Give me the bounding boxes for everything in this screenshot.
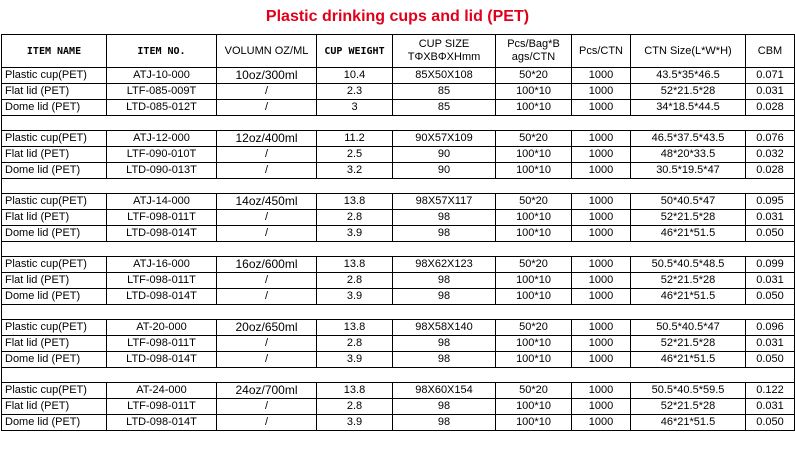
- cell-cbm: 0.050: [746, 352, 795, 368]
- cell-pcs-bag: 100*10: [496, 226, 572, 242]
- cell-item-name: Flat lid (PET): [2, 336, 107, 352]
- cell-volumn: /: [217, 289, 317, 305]
- table-row: [2, 100, 795, 116]
- cell-item-no: LTD-098-014T: [107, 226, 217, 242]
- group-separator-row: [2, 305, 795, 320]
- cell-ctn-size: 50.5*40.5*59.5: [631, 383, 746, 399]
- cell-cup-size: 98: [393, 289, 496, 305]
- cell-ctn-size: 52*21.5*28: [631, 336, 746, 352]
- cell-cbm: 0.031: [746, 336, 795, 352]
- cell-pcs-ctn: 1000: [572, 147, 631, 163]
- table-row: [2, 289, 795, 305]
- cell-ctn-size: 30.5*19.5*47: [631, 163, 746, 179]
- cell-cup-size: 98: [393, 226, 496, 242]
- cell-volumn: /: [217, 147, 317, 163]
- cell-pcs-bag: 100*10: [496, 336, 572, 352]
- cell-item-no: LTD-098-014T: [107, 415, 217, 431]
- cell-item-name: Flat lid (PET): [2, 399, 107, 415]
- cell-cup-size: 98: [393, 273, 496, 289]
- page-title: Plastic drinking cups and lid (PET): [265, 8, 530, 25]
- cell-volumn: 24oz/700ml: [217, 383, 317, 399]
- cell-volumn: /: [217, 273, 317, 289]
- cell-cup-weight: 3.9: [317, 352, 393, 368]
- cell-cup-weight: 3.9: [317, 415, 393, 431]
- table-row: [2, 147, 795, 163]
- cell-cup-size: 85X50X108: [393, 68, 496, 84]
- cell-cup-weight: 13.8: [317, 257, 393, 273]
- group-separator-row: [2, 368, 795, 383]
- cell-cbm: 0.122: [746, 383, 795, 399]
- cell-pcs-ctn: 1000: [572, 399, 631, 415]
- cell-cup-weight: 2.8: [317, 399, 393, 415]
- cell-cup-size: 85: [393, 84, 496, 100]
- cell-pcs-bag: 100*10: [496, 100, 572, 116]
- cell-cup-weight: 3.9: [317, 226, 393, 242]
- cell-cbm: 0.028: [746, 163, 795, 179]
- cell-cup-size: 98X60X154: [393, 383, 496, 399]
- table-row: [2, 273, 795, 289]
- header-ctn-size: CTN Size(L*W*H): [631, 35, 746, 68]
- cell-ctn-size: 50.5*40.5*48.5: [631, 257, 746, 273]
- table-row: [2, 257, 795, 273]
- cell-cup-weight: 2.5: [317, 147, 393, 163]
- table-row: [2, 226, 795, 242]
- cell-pcs-ctn: 1000: [572, 226, 631, 242]
- table-row: [2, 68, 795, 84]
- cell-item-no: ATJ-14-000: [107, 194, 217, 210]
- cell-pcs-bag: 50*20: [496, 257, 572, 273]
- cell-cup-weight: 3.9: [317, 289, 393, 305]
- cell-item-name: Dome lid (PET): [2, 289, 107, 305]
- group-separator-row: [2, 116, 795, 131]
- cell-cup-weight: 3.2: [317, 163, 393, 179]
- cell-volumn: /: [217, 100, 317, 116]
- cell-cbm: 0.099: [746, 257, 795, 273]
- cell-cbm: 0.031: [746, 399, 795, 415]
- cell-pcs-ctn: 1000: [572, 289, 631, 305]
- cell-pcs-bag: 100*10: [496, 399, 572, 415]
- header-row: [2, 35, 795, 68]
- cell-cup-weight: 3: [317, 100, 393, 116]
- cell-cup-weight: 2.8: [317, 336, 393, 352]
- cell-item-name: Plastic cup(PET): [2, 320, 107, 336]
- cell-ctn-size: 52*21.5*28: [631, 399, 746, 415]
- cell-item-no: LTF-098-011T: [107, 273, 217, 289]
- cell-item-no: ATJ-12-000: [107, 131, 217, 147]
- cell-item-name: Dome lid (PET): [2, 352, 107, 368]
- cell-cup-size: 90: [393, 147, 496, 163]
- separator-cell: [2, 179, 795, 194]
- cell-item-name: Dome lid (PET): [2, 415, 107, 431]
- cell-pcs-ctn: 1000: [572, 336, 631, 352]
- cell-item-no: LTD-085-012T: [107, 100, 217, 116]
- cell-item-no: LTF-085-009T: [107, 84, 217, 100]
- cell-volumn: /: [217, 399, 317, 415]
- cell-ctn-size: 52*21.5*28: [631, 273, 746, 289]
- cell-item-no: LTD-090-013T: [107, 163, 217, 179]
- cell-pcs-ctn: 1000: [572, 194, 631, 210]
- header-pcs-ctn: Pcs/CTN: [572, 35, 631, 68]
- cell-volumn: /: [217, 210, 317, 226]
- cell-volumn: 20oz/650ml: [217, 320, 317, 336]
- cell-item-no: ATJ-16-000: [107, 257, 217, 273]
- cell-item-name: Flat lid (PET): [2, 210, 107, 226]
- cell-cup-weight: 2.3: [317, 84, 393, 100]
- separator-cell: [2, 242, 795, 257]
- table-row: [2, 131, 795, 147]
- cell-item-name: Plastic cup(PET): [2, 131, 107, 147]
- cell-volumn: /: [217, 415, 317, 431]
- cell-pcs-bag: 100*10: [496, 415, 572, 431]
- cell-pcs-bag: 100*10: [496, 163, 572, 179]
- cell-pcs-ctn: 1000: [572, 210, 631, 226]
- cell-volumn: /: [217, 84, 317, 100]
- cell-cbm: 0.032: [746, 147, 795, 163]
- cell-cbm: 0.031: [746, 84, 795, 100]
- table-body: [2, 68, 795, 431]
- table-row: [2, 194, 795, 210]
- table-row: [2, 210, 795, 226]
- cell-cup-weight: 13.8: [317, 320, 393, 336]
- cell-cbm: 0.096: [746, 320, 795, 336]
- cell-pcs-ctn: 1000: [572, 320, 631, 336]
- cell-volumn: 12oz/400ml: [217, 131, 317, 147]
- cell-pcs-bag: 50*20: [496, 131, 572, 147]
- cell-pcs-ctn: 1000: [572, 131, 631, 147]
- product-table: [1, 34, 795, 431]
- table-row: [2, 84, 795, 100]
- cell-ctn-size: 52*21.5*28: [631, 84, 746, 100]
- cell-item-no: LTD-098-014T: [107, 352, 217, 368]
- cell-item-no: LTD-098-014T: [107, 289, 217, 305]
- cell-pcs-bag: 100*10: [496, 210, 572, 226]
- separator-cell: [2, 116, 795, 131]
- cell-ctn-size: 46*21*51.5: [631, 415, 746, 431]
- cell-volumn: /: [217, 163, 317, 179]
- cell-ctn-size: 43.5*35*46.5: [631, 68, 746, 84]
- cell-ctn-size: 46*21*51.5: [631, 289, 746, 305]
- cell-cup-size: 90: [393, 163, 496, 179]
- cell-item-name: Plastic cup(PET): [2, 383, 107, 399]
- cell-cup-size: 98: [393, 399, 496, 415]
- cell-item-no: LTF-090-010T: [107, 147, 217, 163]
- cell-pcs-bag: 100*10: [496, 84, 572, 100]
- cell-pcs-ctn: 1000: [572, 352, 631, 368]
- cell-pcs-ctn: 1000: [572, 163, 631, 179]
- cell-cup-size: 98X57X117: [393, 194, 496, 210]
- table-row: [2, 415, 795, 431]
- table-row: [2, 352, 795, 368]
- cell-pcs-ctn: 1000: [572, 100, 631, 116]
- cell-pcs-ctn: 1000: [572, 415, 631, 431]
- cell-item-no: LTF-098-011T: [107, 210, 217, 226]
- cell-cbm: 0.031: [746, 210, 795, 226]
- cell-item-name: Plastic cup(PET): [2, 68, 107, 84]
- cell-volumn: 10oz/300ml: [217, 68, 317, 84]
- cell-item-name: Flat lid (PET): [2, 273, 107, 289]
- cell-pcs-ctn: 1000: [572, 84, 631, 100]
- cell-volumn: /: [217, 352, 317, 368]
- cell-pcs-bag: 50*20: [496, 68, 572, 84]
- cell-ctn-size: 46*21*51.5: [631, 226, 746, 242]
- cell-cup-weight: 2.8: [317, 210, 393, 226]
- cell-cup-weight: 13.8: [317, 194, 393, 210]
- cell-pcs-bag: 100*10: [496, 147, 572, 163]
- cell-cup-size: 98: [393, 336, 496, 352]
- cell-pcs-bag: 50*20: [496, 194, 572, 210]
- cell-item-name: Plastic cup(PET): [2, 257, 107, 273]
- cell-pcs-bag: 100*10: [496, 352, 572, 368]
- cell-cbm: 0.050: [746, 289, 795, 305]
- cell-cup-size: 90X57X109: [393, 131, 496, 147]
- cell-ctn-size: 50.5*40.5*47: [631, 320, 746, 336]
- cell-volumn: 14oz/450ml: [217, 194, 317, 210]
- cell-cup-size: 98X62X123: [393, 257, 496, 273]
- cell-ctn-size: 50*40.5*47: [631, 194, 746, 210]
- cell-pcs-ctn: 1000: [572, 383, 631, 399]
- cell-ctn-size: 34*18.5*44.5: [631, 100, 746, 116]
- cell-cup-size: 98X58X140: [393, 320, 496, 336]
- cell-item-no: AT-24-000: [107, 383, 217, 399]
- cell-ctn-size: 46*21*51.5: [631, 352, 746, 368]
- cell-volumn: /: [217, 336, 317, 352]
- cell-cup-size: 85: [393, 100, 496, 116]
- cell-item-name: Flat lid (PET): [2, 84, 107, 100]
- cell-cbm: 0.028: [746, 100, 795, 116]
- separator-cell: [2, 305, 795, 320]
- cell-pcs-ctn: 1000: [572, 68, 631, 84]
- cell-volumn: /: [217, 226, 317, 242]
- cell-cbm: 0.095: [746, 194, 795, 210]
- cell-item-no: LTF-098-011T: [107, 336, 217, 352]
- cell-item-name: Flat lid (PET): [2, 147, 107, 163]
- separator-cell: [2, 368, 795, 383]
- cell-cup-size: 98: [393, 415, 496, 431]
- cell-cup-weight: 10.4: [317, 68, 393, 84]
- header-item-no: ITEM NO.: [107, 35, 217, 68]
- cell-pcs-bag: 100*10: [496, 289, 572, 305]
- cell-pcs-bag: 100*10: [496, 273, 572, 289]
- cell-item-name: Dome lid (PET): [2, 100, 107, 116]
- cell-cup-weight: 11.2: [317, 131, 393, 147]
- cell-pcs-ctn: 1000: [572, 273, 631, 289]
- cell-cbm: 0.050: [746, 226, 795, 242]
- cell-item-name: Dome lid (PET): [2, 163, 107, 179]
- header-pcs-bag: Pcs/Bag*B ags/CTN: [496, 35, 572, 68]
- cell-cbm: 0.031: [746, 273, 795, 289]
- cell-pcs-bag: 50*20: [496, 383, 572, 399]
- cell-item-name: Plastic cup(PET): [2, 194, 107, 210]
- cell-item-no: AT-20-000: [107, 320, 217, 336]
- cell-cup-weight: 2.8: [317, 273, 393, 289]
- table-row: [2, 320, 795, 336]
- cell-ctn-size: 52*21.5*28: [631, 210, 746, 226]
- group-separator-row: [2, 242, 795, 257]
- header-cup-weight: CUP WEIGHT: [317, 35, 393, 68]
- table-row: [2, 336, 795, 352]
- cell-cbm: 0.076: [746, 131, 795, 147]
- group-separator-row: [2, 179, 795, 194]
- cell-ctn-size: 48*20*33.5: [631, 147, 746, 163]
- cell-item-no: ATJ-10-000: [107, 68, 217, 84]
- cell-cup-weight: 13.8: [317, 383, 393, 399]
- header-cbm: CBM: [746, 35, 795, 68]
- header-volumn: VOLUMN OZ/ML: [217, 35, 317, 68]
- cell-item-name: Dome lid (PET): [2, 226, 107, 242]
- cell-pcs-bag: 50*20: [496, 320, 572, 336]
- cell-ctn-size: 46.5*37.5*43.5: [631, 131, 746, 147]
- cell-volumn: 16oz/600ml: [217, 257, 317, 273]
- cell-item-no: LTF-098-011T: [107, 399, 217, 415]
- table-row: [2, 383, 795, 399]
- header-cup-size: CUP SIZE TΦXBΦXHmm: [393, 35, 496, 68]
- table-row: [2, 163, 795, 179]
- cell-cup-size: 98: [393, 210, 496, 226]
- cell-cbm: 0.050: [746, 415, 795, 431]
- header-item-name: ITEM NAME: [2, 35, 107, 68]
- table-row: [2, 399, 795, 415]
- cell-cup-size: 98: [393, 352, 496, 368]
- cell-pcs-ctn: 1000: [572, 257, 631, 273]
- cell-cbm: 0.071: [746, 68, 795, 84]
